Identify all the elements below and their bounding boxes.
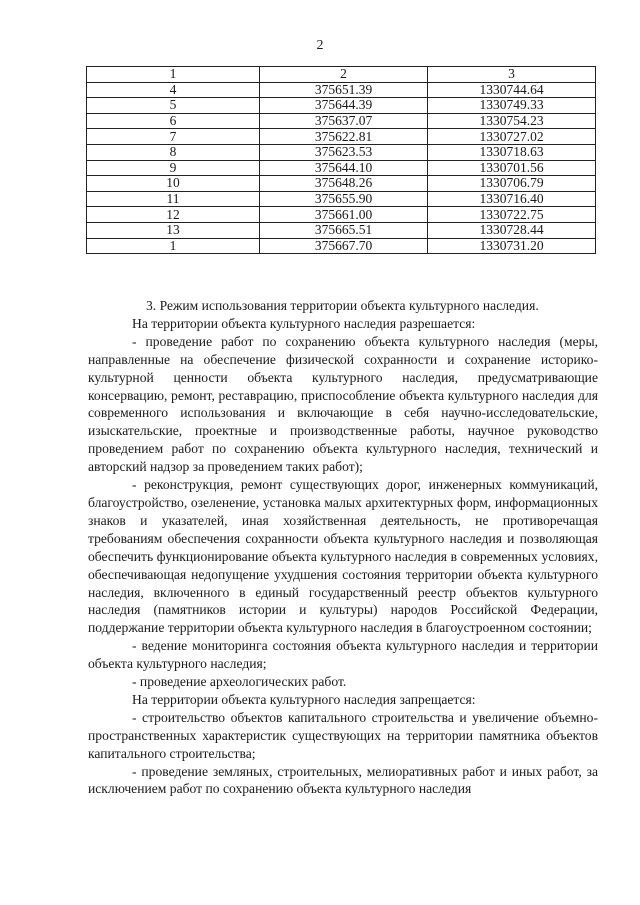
y-coordinate-cell: 1330706.79 [428, 176, 596, 192]
coordinates-table [86, 66, 596, 254]
table-row [87, 129, 596, 145]
x-coordinate-cell: 375637.07 [260, 113, 428, 129]
column-header-2: 2 [260, 67, 428, 83]
table-row [87, 113, 596, 129]
x-coordinate-cell: 375655.90 [260, 191, 428, 207]
point-number-cell: 8 [87, 144, 260, 160]
table-row [87, 222, 596, 238]
point-number-cell: 5 [87, 98, 260, 114]
paragraph-monitoring: - ведение мониторинга состояния объекта культурного наследия и территории объекта культурного наследия; [88, 638, 598, 672]
point-number-cell: 12 [87, 207, 260, 223]
table-header-row [87, 67, 596, 83]
table-row [87, 160, 596, 176]
y-coordinate-cell: 1330716.40 [428, 191, 596, 207]
y-coordinate-cell: 1330754.23 [428, 113, 596, 129]
point-number-cell: 1 [87, 238, 260, 254]
table-row [87, 207, 596, 223]
y-coordinate-cell: 1330701.56 [428, 160, 596, 176]
point-number-cell: 6 [87, 113, 260, 129]
table-body [87, 82, 596, 254]
x-coordinate-cell: 375661.00 [260, 207, 428, 223]
x-coordinate-cell: 375665.51 [260, 222, 428, 238]
x-coordinate-cell: 375644.39 [260, 98, 428, 114]
paragraph-construction-ban: - строительство объектов капитального строительства и увеличение объемно-пространственных характеристик существующих на территории памятника объектов капитального строительства; [88, 709, 598, 761]
y-coordinate-cell: 1330731.20 [428, 238, 596, 254]
x-coordinate-cell: 375667.70 [260, 238, 428, 254]
table-row [87, 82, 596, 98]
body-text [88, 297, 598, 798]
paragraph-reconstruction: - реконструкция, ремонт существующих дорог, инженерных коммуникаций, благоустройство, озеленение, установка малых архитектурных форм, информационных знаков и указателей, иная хозяйственная деятельность, не противоречащая требованиям обеспечения сохранности объекта культурного наследия и позволяющая обеспечить функционирование объекта культурного наследия в современных условиях, обеспечивающая недопущение ухудшения состояния территории объекта культурного наследия, включенного в единый государственный реестр объектов культурного наследия (памятников истории и культуры) народов Российской Федерации, поддержание территории объекта культурного наследия в благоустроенном состоянии; [88, 477, 598, 636]
point-number-cell: 7 [87, 129, 260, 145]
y-coordinate-cell: 1330728.44 [428, 222, 596, 238]
paragraph-preservation-works: - проведение работ по сохранению объекта культурного наследия (меры, направленные на обеспечение физической сохранности и сохранение историко-культурной ценности объекта культурного наследия, предусматривающие консервацию, ремонт, реставрацию, приспособление объекта культурного наследия для современного использования и включающие в себя научно-исследовательские, изыскательские, проектные и производственные работы, научное руководство проведением работ по сохранению объекта культурного наследия, технический и авторский надзор за проведением таких работ); [88, 333, 598, 475]
y-coordinate-cell: 1330722.75 [428, 207, 596, 223]
section-heading: 3. Режим использования территории объекта культурного наследия. [146, 298, 539, 313]
table-row [87, 98, 596, 114]
point-number-cell: 4 [87, 82, 260, 98]
x-coordinate-cell: 375644.10 [260, 160, 428, 176]
y-coordinate-cell: 1330727.02 [428, 129, 596, 145]
paragraph-archaeology: - проведение археологических работ. [132, 674, 347, 690]
x-coordinate-cell: 375622.81 [260, 129, 428, 145]
x-coordinate-cell: 375651.39 [260, 82, 428, 98]
x-coordinate-cell: 375623.53 [260, 144, 428, 160]
page-number: 2 [316, 38, 324, 53]
permitted-intro: На территории объекта культурного наследия разрешается: [132, 315, 476, 331]
point-number-cell: 10 [87, 176, 260, 192]
y-coordinate-cell: 1330749.33 [428, 98, 596, 114]
paragraph-earthworks-ban: - проведение земляных, строительных, мелиоративных работ и иных работ, за исключением работ по сохранению объекта культурного наследия [88, 763, 598, 797]
table-row [87, 144, 596, 160]
point-number-cell: 13 [87, 222, 260, 238]
x-coordinate-cell: 375648.26 [260, 176, 428, 192]
table-row [87, 176, 596, 192]
point-number-cell: 9 [87, 160, 260, 176]
table-row [87, 238, 596, 254]
point-number-cell: 11 [87, 191, 260, 207]
prohibited-intro: На территории объекта культурного наследия запрещается: [132, 691, 476, 707]
y-coordinate-cell: 1330744.64 [428, 82, 596, 98]
table-row [87, 191, 596, 207]
column-header-3: 3 [428, 67, 596, 83]
y-coordinate-cell: 1330718.63 [428, 144, 596, 160]
column-header-1: 1 [87, 67, 260, 83]
